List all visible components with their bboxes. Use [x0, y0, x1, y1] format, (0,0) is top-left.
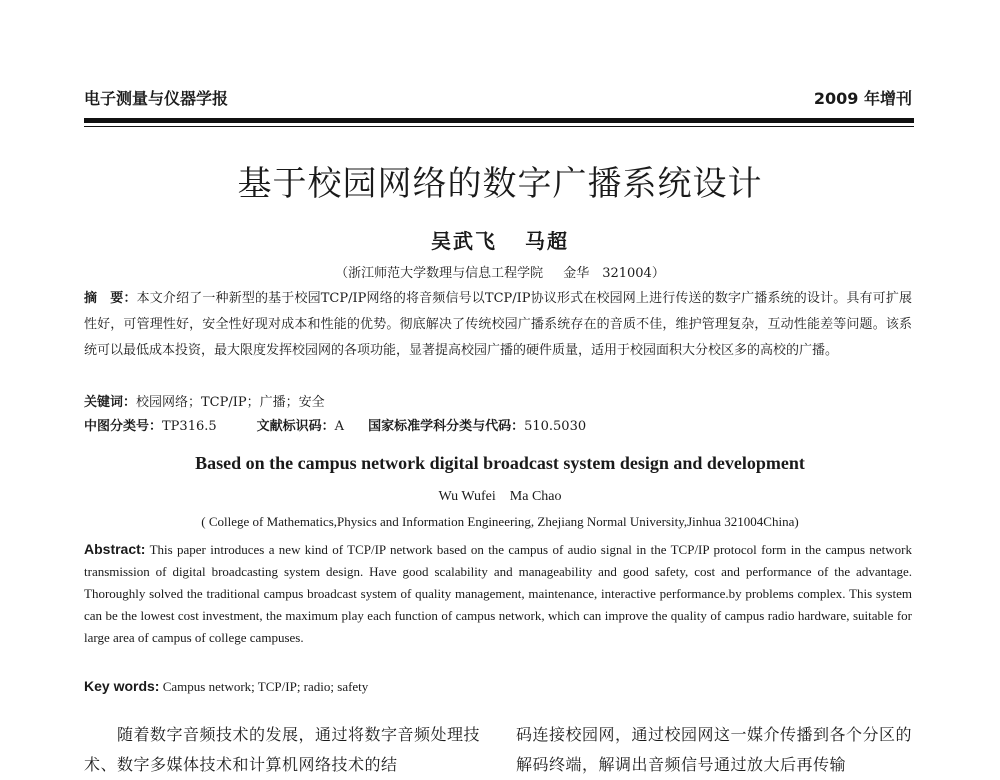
abstract-zh-text: 本文介绍了一种新型的基于校园TCP/IP网络的将音频信号以TCP/IP协议形式在校园网上进行传送的数字广播系统的设计。具有可扩展性好，可管理性好，安全性好现对成本和性能的优势。彻底解决了传统校园广播系统存在的音质不佳，维护管理复杂，互动性能差等问题。该系统可以最低成本投资，最大限度发挥校园网的各项功能，显著提高校园广播的硬件质量，适用于校园面积大分校区多的高校的广播。	[84, 291, 912, 358]
keywords-zh-text: 校园网络；TCP/IP；广播；安全	[136, 395, 325, 410]
clc-value: TP316.5	[162, 419, 217, 434]
journal-issue: 2009 年增刊	[813, 89, 912, 108]
doc-code-label: 文献标识码：	[256, 419, 335, 434]
abstract-en-text: This paper introduces a new kind of TCP/IP network based on the campus of audio signal in the TCP/IP protocol form in the campus network transmission of digital broadcasting system design. Have good scalability and manageability and good safety, cost and performance of the advantage. Thoroughly solved the traditional campus broadcast system of quality management, maintenance, interactive performance.by problems complex. This system can be the lowest cost investment, the maximum play each function of campus network, which can improve the quality of campus radio hardware, suitable for large area of campus of college campuses.	[84, 542, 913, 645]
header-rule-thick	[84, 118, 914, 123]
authors-en	[0, 489, 1000, 505]
affiliation-zh-institution: （浙江师范大学数理与信息工程学院	[335, 266, 544, 281]
journal-name: 电子测量与仪器学报	[84, 89, 229, 108]
keywords-en	[84, 678, 912, 695]
article-title-en: Based on the campus network digital broadcast system design and development	[195, 453, 805, 473]
abstract-zh	[84, 286, 912, 364]
keywords-en-text: Campus network; TCP/IP; radio; safety	[162, 679, 369, 694]
running-header	[84, 86, 912, 109]
keywords-zh-label: 关键词：	[84, 395, 137, 410]
author-en: Wu Wufei	[438, 489, 496, 504]
abstract-zh-label: 摘 要：	[84, 291, 137, 306]
body-column-left: 随着数字音频技术的发展，通过将数字音频处理技术、数字多媒体技术和计算机网络技术的结	[84, 725, 481, 774]
abstract-en-label: Abstract:	[84, 541, 146, 557]
keywords-zh	[84, 391, 912, 410]
doc-code-value: A	[334, 419, 345, 434]
abstract-en	[84, 538, 912, 649]
std-code-label: 国家标准学科分类与代码：	[368, 419, 525, 434]
authors-zh	[0, 225, 1000, 254]
affiliation-en: ( College of Mathematics,Physics and Information Engineering, Zhejiang Normal University,Jinhua 321004China)	[201, 514, 799, 529]
author-zh: 马超	[525, 229, 569, 253]
author-zh: 吴武飞	[431, 229, 497, 253]
classification-row	[84, 415, 912, 434]
affiliation-zh-location: 金华 321004）	[563, 266, 665, 281]
article-title-zh: 基于校园网络的数字广播系统设计	[237, 164, 763, 204]
std-code-value: 510.5030	[524, 419, 587, 434]
author-en: Ma Chao	[509, 489, 562, 504]
body-column-right: 码连接校园网，通过校园网这一媒介传播到各个分区的解码终端，解调出音频信号通过放大后再传输	[516, 725, 913, 774]
affiliation-zh	[0, 262, 1000, 281]
keywords-en-label: Key words:	[84, 678, 160, 694]
clc-label: 中图分类号：	[84, 419, 163, 434]
header-rule-thin	[84, 126, 914, 127]
